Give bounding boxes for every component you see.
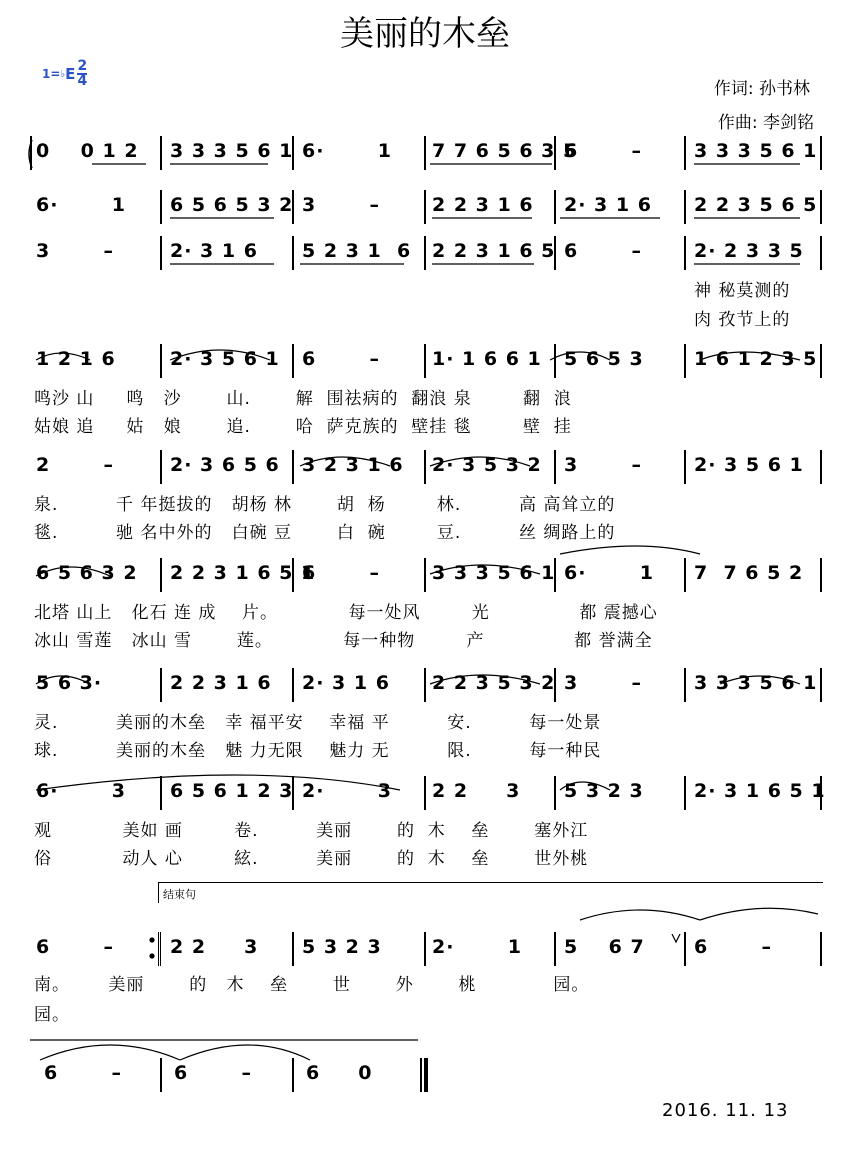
- measure: 5 6 5 3: [564, 348, 644, 370]
- measure: 2· 3 1 6 5 1: [694, 780, 826, 802]
- measure: 3 –: [36, 240, 115, 262]
- measure: 0 0 1 2: [36, 140, 139, 162]
- measure: 6 0: [306, 1062, 373, 1084]
- measure: 1 2 1 6: [36, 348, 116, 370]
- measure: 6 –: [564, 240, 643, 262]
- measure: 3 3 3 5 6 1: [170, 140, 294, 162]
- lyric-line-1: 鸣沙 山 鸣 沙 山. 解 围祛病的 翻浪 泉 翻 浪: [34, 389, 572, 409]
- measure: 1· 1 6 6 1: [432, 348, 542, 370]
- measure: 5 3 2 3: [302, 936, 382, 958]
- measure: 3 3 3 5 6 1: [694, 140, 818, 162]
- measure: 6 5 6 5 3 2: [170, 194, 294, 216]
- flat-sign: ♭: [60, 68, 66, 80]
- measure: 2· 3 6 5 6: [170, 454, 280, 476]
- measure: 6· 1: [36, 194, 126, 216]
- measure: 1 6 1 2 3 5: [694, 348, 818, 370]
- time-top: 2: [77, 58, 88, 74]
- measure: 2 2 3 1 6 5 1: [170, 562, 316, 584]
- measure: 7 7 6 5 2: [694, 562, 804, 584]
- measure: 3 3 3 5 6 1: [432, 562, 556, 584]
- lyric-line-1: 泉. 千 年挺拔的 胡杨 林 胡 杨 林. 高 高耸立的: [34, 495, 616, 515]
- measure: 2· 2 3 3 5: [694, 240, 804, 262]
- measure: 5 3 2 3: [564, 780, 644, 802]
- composer-credit: 作曲: 李剑铭: [717, 113, 814, 133]
- measure: 6 5 6 1 2 3: [170, 780, 294, 802]
- lyric-line-1: 神 秘莫测的: [694, 281, 791, 301]
- measure: 7 7 6 5 6 3 5: [432, 140, 578, 162]
- measure: 2 –: [36, 454, 115, 476]
- measure: 2· 3 1 6: [564, 194, 652, 216]
- measure: 2 2 3 1 6: [170, 672, 272, 694]
- measure: 6· 3: [36, 780, 126, 802]
- lyric-line-2: 冰山 雪莲 冰山 雪 莲。 每一种物 产 都 誉满全: [34, 631, 653, 651]
- measure: 2· 3 1 6: [302, 672, 390, 694]
- measure: 3 –: [564, 454, 643, 476]
- measure: 2· 1: [432, 936, 522, 958]
- key-note: E: [65, 65, 76, 83]
- measure: 6 5 6 3 2: [36, 562, 138, 584]
- measure: 2· 3 5 6 1: [694, 454, 804, 476]
- measure: 3 2 3 1 6: [302, 454, 404, 476]
- measure: 6 –: [36, 936, 115, 958]
- measure: 2· 3 1 6: [170, 240, 258, 262]
- measure: 2· 3: [302, 780, 392, 802]
- lyric-line-2: 毯. 驰 名中外的 白碗 豆 白 碗 豆. 丝 绸路上的: [34, 523, 616, 543]
- lyric-line-2: 球. 美丽的木垒 魅 力无限 魅力 无 限. 每一种民: [34, 741, 602, 761]
- measure: 5 6 7: [564, 936, 645, 958]
- lyric-line-2: 园。: [34, 1005, 70, 1025]
- measure: 6· 1: [564, 562, 654, 584]
- measure: 2 2 3: [432, 780, 521, 802]
- measure: 6 –: [564, 140, 643, 162]
- lyric-line-2: 肉 孜节上的: [694, 310, 791, 330]
- measure: 6 –: [694, 936, 773, 958]
- date-stamp: 2016. 11. 13: [662, 1100, 789, 1121]
- measure: 6· 1: [302, 140, 392, 162]
- ending-label: 结束句: [163, 888, 196, 901]
- lyric-line-1: 灵. 美丽的木垒 幸 福平安 幸福 平 安. 每一处景: [34, 713, 602, 733]
- measure: 5 2 3 1 6: [302, 240, 412, 262]
- measure: 2 2 3 5 3 2: [432, 672, 556, 694]
- measure: 6 –: [174, 1062, 253, 1084]
- lyric-line-1: 南。 美丽 的 木 垒 世 外 桃 园。: [34, 975, 590, 995]
- measure: 3 –: [302, 194, 381, 216]
- measure: 5 6 3·: [36, 672, 103, 694]
- measure: 2· 3 5 3 2: [432, 454, 542, 476]
- measure: 6 –: [44, 1062, 123, 1084]
- song-title: 美丽的木垒: [340, 14, 510, 54]
- lyric-line-2: 俗 动人 心 絃. 美丽 的 木 垒 世外桃: [34, 849, 589, 869]
- measure: 2 2 3: [170, 936, 259, 958]
- lyric-line-1: 北塔 山上 化石 连 成 片。 每一处风 光 都 震撼心: [34, 603, 658, 623]
- measure: 3 –: [564, 672, 643, 694]
- measure: 6 –: [302, 562, 381, 584]
- measure: 6 –: [302, 348, 381, 370]
- measure: 2 2 3 5 6 5: [694, 194, 818, 216]
- lyric-line-2: 姑娘 追 姑 娘 追. 哈 萨克族的 壁挂 毯 壁 挂: [34, 417, 572, 437]
- lyric-line-1: 观 美如 画 卷. 美丽 的 木 垒 塞外江: [34, 821, 589, 841]
- time-bottom: 4: [77, 73, 88, 89]
- key-prefix: 1=: [42, 67, 61, 81]
- measure: 2 2 3 1 6: [432, 194, 534, 216]
- measure: 3 3 3 5 6 1: [694, 672, 818, 694]
- measure: 2 2 3 1 6 5: [432, 240, 556, 262]
- measure: 2· 3 5 6 1: [170, 348, 280, 370]
- lyricist-credit: 作词: 孙书林: [713, 79, 810, 99]
